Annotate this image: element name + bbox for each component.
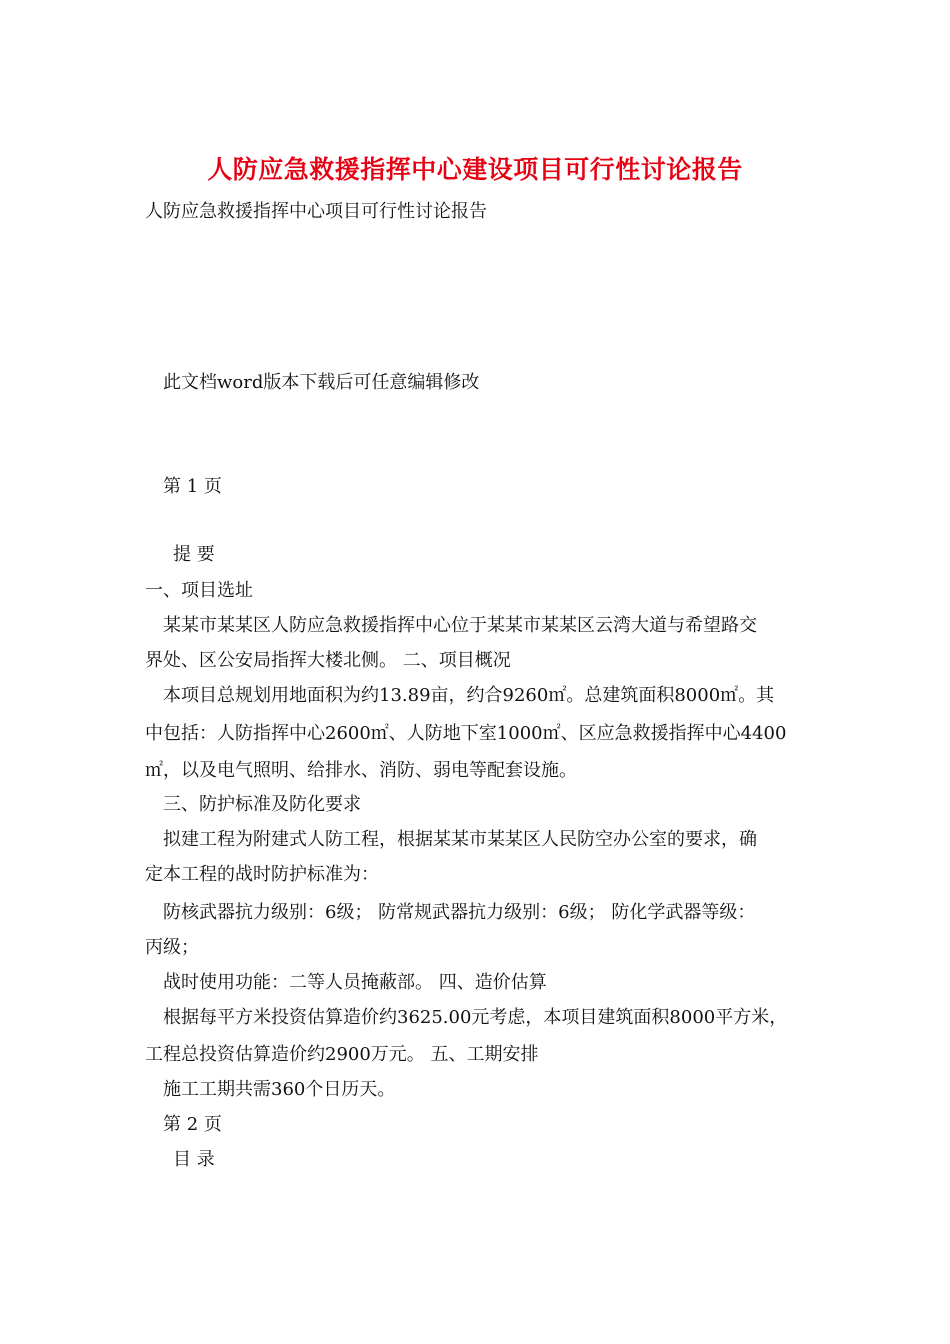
site-paragraph-line-1: 某某市某某区人防应急救援指挥中心位于某某市某某区云湾大道与希望路交 (163, 615, 757, 636)
page-number-2: 第 2 页 (163, 1114, 222, 1135)
toc-heading: 目 录 (173, 1149, 215, 1170)
cost-paragraph-line-2: 工程总投资估算造价约2900万元。 五、工期安排 (145, 1044, 539, 1065)
wartime-function-line: 战时使用功能：二等人员掩蔽部。 四、造价估算 (163, 972, 547, 993)
grades-paragraph-line-2: 丙级； (145, 937, 199, 958)
overview-paragraph-line-1: 本项目总规划用地面积为约13.89亩，约合9260㎡。总建筑面积8000㎡。其 (163, 685, 775, 706)
document-title: 人防应急救援指挥中心建设项目可行性讨论报告 (207, 155, 743, 184)
summary-heading: 提 要 (173, 544, 215, 565)
page-number-1: 第 1 页 (163, 476, 222, 497)
site-paragraph-line-2: 界处、区公安局指挥大楼北侧。 二、项目概况 (145, 650, 511, 671)
cost-paragraph-line-1: 根据每平方米投资估算造价约3625.00元考虑，本项目建筑面积8000平方米， (163, 1007, 788, 1028)
section-3-heading: 三、防护标准及防化要求 (163, 794, 361, 815)
section-1-heading: 一、项目选址 (145, 580, 253, 601)
document-subtitle: 人防应急救援指挥中心项目可行性讨论报告 (145, 201, 487, 222)
protection-paragraph-line-2: 定本工程的战时防护标准为： (145, 864, 379, 885)
grades-paragraph-line-1: 防核武器抗力级别：6级； 防常规武器抗力级别：6级； 防化学武器等级： (163, 902, 756, 923)
schedule-line: 施工工期共需360个日历天。 (163, 1079, 396, 1100)
protection-paragraph-line-1: 拟建工程为附建式人防工程，根据某某市某某区人民防空办公室的要求，确 (163, 829, 757, 850)
overview-paragraph-line-2: 中包括：人防指挥中心2600㎡、人防地下室1000㎡、区应急救援指挥中心4400 (145, 723, 787, 744)
edit-note: 此文档word版本下载后可任意编辑修改 (163, 372, 480, 393)
overview-paragraph-line-3: ㎡，以及电气照明、给排水、消防、弱电等配套设施。 (145, 760, 577, 781)
